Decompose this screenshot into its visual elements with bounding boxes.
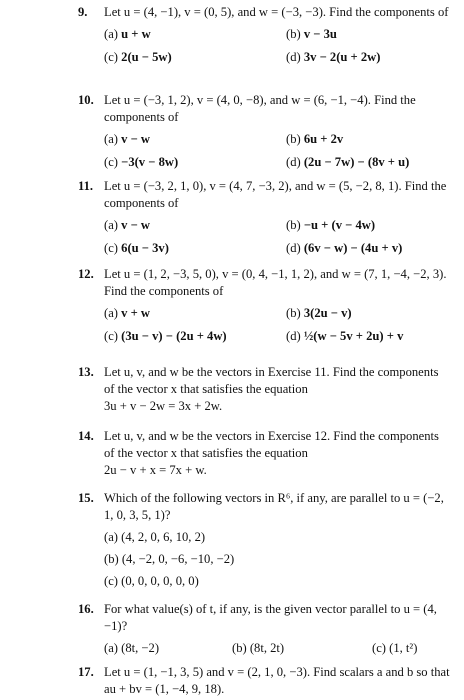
- option-d: (d) 3v − 2(u + 2w): [286, 50, 381, 64]
- exercise-16: [0, 601, 460, 658]
- option-b: (b) v − 3u: [286, 27, 337, 41]
- exercise-stem: Let u, v, and w be the vectors in Exercise 12. Find the components of the vector x that satisfies the equation: [104, 429, 439, 460]
- option-b: (b) (8t, 2t): [232, 641, 285, 655]
- exercise-stem: Let u = (1, 2, −3, 5, 0), v = (0, 4, −1, 1, 2), and w = (7, 1, −4, −2, 3). Find the components of: [104, 267, 447, 298]
- exercise-number: 13.: [78, 365, 94, 379]
- option-a: (a) u + w: [104, 27, 151, 41]
- exercise-stem: Let u = (−3, 1, 2), v = (4, 0, −8), and w = (6, −1, −4). Find the components of: [104, 93, 416, 124]
- exercise-number: 9.: [78, 5, 88, 19]
- exercise-stem: Let u = (4, −1), v = (0, 5), and w = (−3, −3). Find the components of: [104, 5, 449, 19]
- option-d: (d) ½(w − 5v + 2u) + v: [286, 329, 404, 343]
- option-b: (b) 3(2u − v): [286, 306, 352, 320]
- exercise-number: 11.: [78, 179, 94, 193]
- option-a: (a) v − w: [104, 218, 151, 232]
- exercise-stem: Let u = (1, −1, 3, 5) and v = (2, 1, 0, −3). Find scalars a and b so that au + bv = (1, −4, 9, 18).: [104, 665, 450, 696]
- exercise-number: 12.: [78, 267, 94, 281]
- option-a: (a) v + w: [104, 306, 151, 320]
- option-c: (c) −3(v − 8w): [104, 155, 179, 169]
- option-b: (b) (4, −2, 0, −6, −10, −2): [104, 552, 235, 566]
- option-d: (d) (6v − w) − (4u + v): [286, 241, 403, 255]
- exercise-10: [0, 92, 460, 172]
- option-c: (c) 2(u − 5w): [104, 50, 172, 64]
- option-c: (c) (3u − v) − (2u + 4w): [104, 329, 227, 343]
- exercise-13: [0, 364, 460, 415]
- exercise-number: 16.: [78, 602, 94, 616]
- exercise-stem: For what value(s) of t, if any, is the given vector parallel to u = (4, −1)?: [104, 602, 437, 633]
- exercise-stem: Which of the following vectors in R⁶, if any, are parallel to u = (−2, 1, 0, 3, 5, 1)?: [104, 491, 444, 522]
- option-b: (b) −u + (v − 4w): [286, 218, 376, 232]
- option-c: (c) (0, 0, 0, 0, 0, 0): [104, 574, 199, 588]
- exercise-equation: 2u − v + x = 7x + w.: [104, 463, 207, 477]
- exercise-17: [0, 664, 460, 698]
- option-d: (d) (2u − 7w) − (8v + u): [286, 155, 410, 169]
- exercise-9: [0, 4, 460, 67]
- exercise-equation: 3u + v − 2w = 3x + 2w.: [104, 399, 223, 413]
- option-a: (a) (4, 2, 0, 6, 10, 2): [104, 530, 206, 544]
- exercise-14: [0, 428, 460, 479]
- option-a: (a) v − w: [104, 132, 151, 146]
- exercise-number: 10.: [78, 93, 94, 107]
- option-b: (b) 6u + 2v: [286, 132, 344, 146]
- exercise-number: 15.: [78, 491, 94, 505]
- option-c: (c) 6(u − 3v): [104, 241, 169, 255]
- exercise-stem: Let u = (−3, 2, 1, 0), v = (4, 7, −3, 2), and w = (5, −2, 8, 1). Find the components of: [104, 179, 447, 210]
- exercise-number: 17.: [78, 665, 94, 679]
- option-c: (c) (1, t²): [372, 641, 418, 655]
- exercise-15: [0, 490, 460, 590]
- exercise-12: [0, 266, 460, 346]
- exercise-stem: Let u, v, and w be the vectors in Exercise 11. Find the components of the vector x that satisfies the equation: [104, 365, 439, 396]
- exercise-11: [0, 178, 460, 258]
- option-a: (a) (8t, −2): [104, 641, 160, 655]
- exercise-number: 14.: [78, 429, 94, 443]
